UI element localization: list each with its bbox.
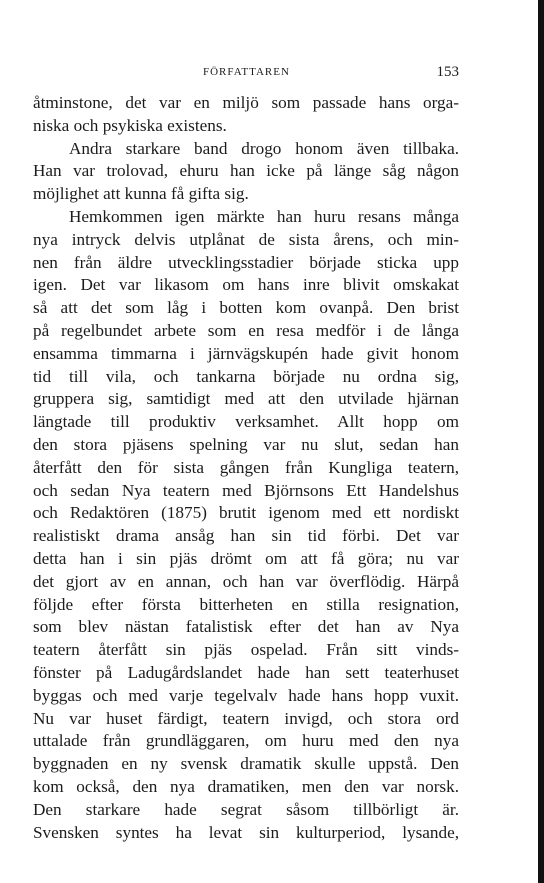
- text-line: niska och psykiska existens.: [33, 115, 227, 135]
- text-line: byggnaden en ny svensk dramatik skulle uppstå. Den: [33, 754, 459, 774]
- text-line: Nu var huset färdigt, teatern invigd, och stora ord: [33, 708, 459, 728]
- text-line: byggas och med varje tegelvalv hade hans hopp vuxit.: [33, 685, 459, 705]
- page-header: [33, 64, 459, 84]
- text-line: ensamma timmarna i järnvägskupén hade givit honom: [33, 343, 459, 363]
- text-line: den stora pjäsens spelning var nu slut, sedan han: [33, 434, 459, 454]
- text-line: återfått den för sista gången från Kungliga teatern,: [33, 457, 459, 477]
- text-line: på regelbundet arbete som en resa medför i de långa: [33, 320, 459, 340]
- text-line: Den starkare hade segrat såsom tillbörligt är.: [33, 799, 459, 819]
- text-line: möjlighet att kunna få gifta sig.: [33, 184, 249, 204]
- text-line: nya intryck delvis utplånat de sista årens, och min-: [33, 229, 459, 249]
- running-head: FÖRFATTAREN: [203, 66, 290, 78]
- text-line: Han var trolovad, ehuru han icke på länge såg någon: [33, 161, 459, 181]
- text-line: Svensken syntes ha levat sin kulturperiod, lysande,: [33, 822, 459, 842]
- text-line: och Redaktören (1875) brutit igenom med ett nordiskt: [33, 503, 459, 523]
- page-edge: [538, 0, 544, 883]
- text-line: det gjort av en annan, och han var överflödig. Härpå: [33, 571, 459, 591]
- body-text: [33, 92, 459, 844]
- text-line: Hemkommen igen märkte han huru resans många: [69, 206, 459, 226]
- text-line: fönster på Ladugårdslandet hade han sett teaterhuset: [33, 662, 459, 682]
- text-line: igen. Det var likasom om hans inre blivit omskakat: [33, 275, 459, 295]
- text-line: så att det som låg i botten kom ovanpå. Den brist: [33, 298, 459, 318]
- text-line: detta han i sin pjäs drömt om att få göra; nu var: [33, 548, 459, 568]
- text-line: tid till vila, och tankarna började nu ordna sig,: [33, 366, 459, 386]
- text-line: uttalade från grundläggaren, om huru med den nya: [33, 731, 459, 751]
- text-line: längtade till produktiv verksamhet. Allt hopp om: [33, 412, 459, 432]
- text-line: nen från äldre utvecklingsstadier började sticka upp: [33, 252, 459, 272]
- text-line: åtminstone, det var en miljö som passade hans orga-: [33, 93, 459, 112]
- text-line: realistiskt drama ansåg han sin tid förbi. Det var: [33, 526, 459, 546]
- text-line: som blev nästan fatalistisk efter det han av Nya: [33, 617, 459, 637]
- page-number: 153: [436, 64, 459, 80]
- text-line: kom också, den nya dramatiken, men den var norsk.: [33, 776, 459, 796]
- text-line: gruppera sig, samtidigt med att den utvilade hjärnan: [33, 389, 459, 409]
- text-line: Andra starkare band drogo honom även tillbaka.: [69, 138, 459, 158]
- text-line: och sedan Nya teatern med Björnsons Ett Handelshus: [33, 480, 459, 500]
- text-line: teatern återfått sin pjäs ospelad. Från sitt vinds-: [33, 640, 459, 660]
- text-line: följde efter första bitterheten en stilla resignation,: [33, 594, 459, 614]
